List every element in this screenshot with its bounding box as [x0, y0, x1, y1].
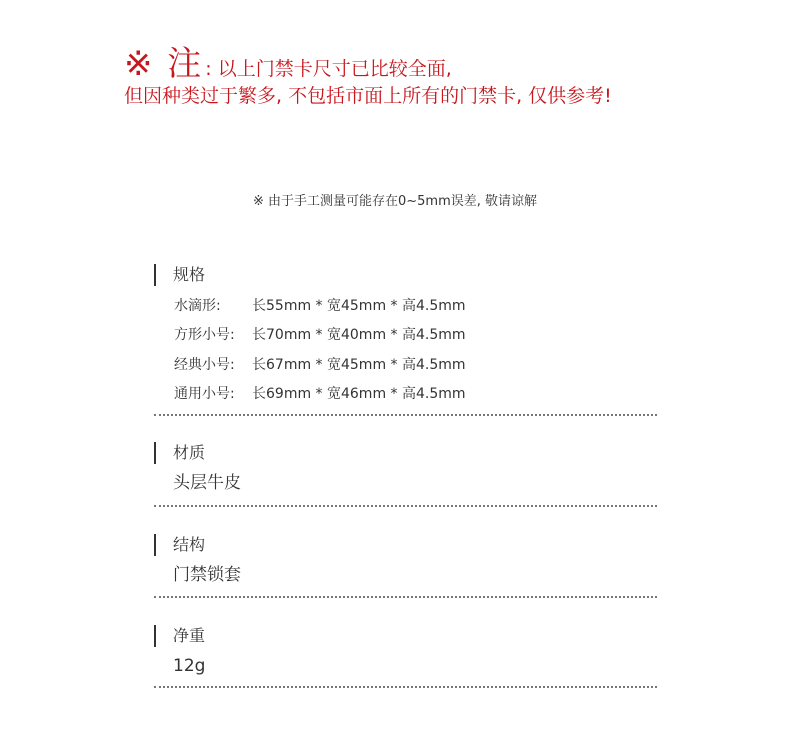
- spec-value: 长69mm * 宽46mm * 高4.5mm: [252, 386, 466, 403]
- structure-header: [154, 534, 657, 556]
- weight-value: 12g: [173, 656, 206, 676]
- dotted-divider: [154, 596, 657, 598]
- spec-row: [154, 290, 657, 320]
- spec-label: 方形小号:: [174, 327, 235, 344]
- notice-mark: ※ 注: [124, 44, 204, 84]
- measurement-disclaimer: ※ 由于手工测量可能存在0~5mm误差, 敬请谅解: [252, 194, 538, 209]
- structure-section: [154, 534, 657, 586]
- notice-block: [124, 44, 612, 108]
- weight-title: 净重: [173, 626, 206, 645]
- material-header: [154, 442, 657, 464]
- dotted-divider: [154, 686, 657, 688]
- material-section: [154, 442, 657, 494]
- spec-label: 水滴形:: [174, 297, 221, 314]
- notice-line-2: 但因种类过于繁多, 不包括市面上所有的门禁卡, 仅供参考!: [124, 85, 612, 107]
- specs-title: 规格: [173, 265, 206, 284]
- dotted-divider: [154, 414, 657, 416]
- material-title: 材质: [173, 443, 206, 462]
- spec-label: 通用小号:: [174, 386, 235, 403]
- weight-section: [154, 625, 657, 677]
- spec-list: [154, 290, 657, 408]
- specs-section: [154, 264, 657, 408]
- spec-row: [154, 320, 657, 350]
- spec-row: [154, 379, 657, 409]
- weight-header: [154, 625, 657, 647]
- dotted-divider: [154, 505, 657, 507]
- spec-value: 长67mm * 宽45mm * 高4.5mm: [252, 356, 466, 373]
- material-value: 头层牛皮: [173, 473, 241, 493]
- spec-row: [154, 349, 657, 379]
- structure-value: 门禁锁套: [173, 565, 241, 585]
- notice-line-1: [124, 44, 612, 84]
- spec-value: 长70mm * 宽40mm * 高4.5mm: [252, 327, 466, 344]
- section-bar: [154, 264, 156, 286]
- notice-text-1: : 以上门禁卡尺寸已比较全面,: [205, 58, 452, 80]
- section-bar: [154, 442, 156, 464]
- structure-title: 结构: [173, 535, 206, 554]
- section-bar: [154, 534, 156, 556]
- specs-header: [154, 264, 657, 286]
- section-bar: [154, 625, 156, 647]
- spec-value: 长55mm * 宽45mm * 高4.5mm: [252, 297, 466, 314]
- spec-label: 经典小号:: [174, 356, 235, 373]
